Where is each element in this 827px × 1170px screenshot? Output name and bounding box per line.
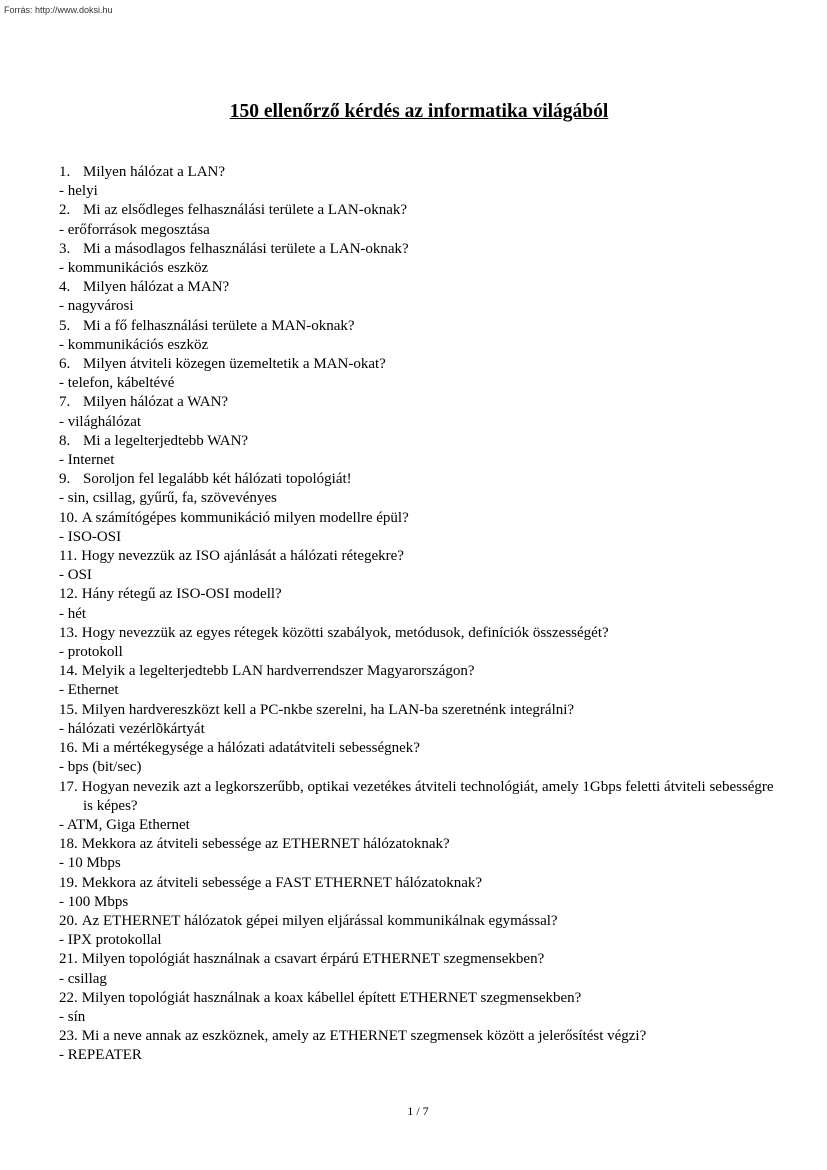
answer-text: - sin, csillag, gyűrű, fa, szövevényes [59, 490, 277, 507]
answer-text: - bps (bit/sec) [59, 759, 142, 776]
question-number: 16. [59, 740, 78, 757]
question-text: Hogy nevezzük az egyes rétegek közötti szabályok, metódusok, definíciók összességét? [81, 624, 609, 641]
question-text: Mi a neve annak az eszköznek, amely az ETHERNET szegmensek között a jelerősítést végzi? [81, 1028, 647, 1045]
question-item [59, 547, 784, 566]
question-item [59, 317, 784, 336]
question-item [59, 278, 784, 297]
question-number: 13. [59, 624, 78, 641]
answer-text: - protokoll [59, 644, 123, 661]
question-item [59, 1027, 784, 1046]
question-item [59, 201, 784, 220]
question-number: 2. [59, 202, 71, 219]
question-number: 20. [59, 912, 78, 929]
question-number: 19. [59, 874, 78, 891]
page-title: 150 ellenőrző kérdés az informatika világából [229, 101, 609, 122]
question-item [59, 989, 784, 1008]
question-number: 6. [59, 356, 71, 373]
page-number: 1 / 7 [407, 1104, 429, 1118]
question-number: 4. [59, 279, 71, 296]
answer-text: - világhálózat [59, 413, 142, 430]
question-item [59, 912, 784, 931]
question-number: 18. [59, 836, 78, 853]
question-item [59, 739, 784, 758]
question-item [59, 470, 784, 489]
question-text: A számítógépes kommunikáció milyen modellre épül? [81, 509, 409, 526]
answer-text: - Internet [59, 452, 115, 469]
question-text: Milyen hálózat a MAN? [83, 279, 230, 296]
question-item [59, 393, 784, 412]
question-item [59, 778, 784, 816]
answer-text: - csillag [59, 970, 107, 987]
question-item [59, 355, 784, 374]
answer-text: - OSI [59, 567, 92, 584]
question-text: Soroljon fel legalább két hálózati topológiát! [83, 471, 352, 488]
question-number: 8. [59, 432, 71, 449]
question-text: Mi a másodlagos felhasználási területe a LAN-oknak? [83, 240, 409, 257]
question-text: Az ETHERNET hálózatok gépei milyen eljárással kommunikálnak egymással? [81, 912, 558, 929]
source-header: Forrás: http://www.doksi.hu [4, 5, 113, 15]
question-text: Milyen hálózat a WAN? [83, 394, 229, 411]
question-item [59, 432, 784, 451]
question-item [59, 662, 784, 681]
answer-text: - 100 Mbps [59, 893, 129, 910]
question-number: 21. [59, 951, 78, 968]
question-text: Milyen átviteli közegen üzemeltetik a MAN-okat? [83, 356, 386, 373]
question-text: Mi a legelterjedtebb WAN? [83, 432, 249, 449]
question-text: Mekkora az átviteli sebessége az ETHERNET hálózatoknak? [81, 836, 450, 853]
question-number: 17. [59, 778, 78, 795]
answer-text: - sín [59, 1008, 86, 1025]
question-text: Hogy nevezzük az ISO ajánlását a hálózati rétegekre? [81, 548, 404, 565]
question-number: 3. [59, 240, 71, 257]
question-item [59, 509, 784, 528]
question-item [59, 163, 784, 182]
answer-text: - ISO-OSI [59, 528, 122, 545]
question-number: 23. [59, 1028, 78, 1045]
question-text: Milyen topológiát használnak a csavart érpárú ETHERNET szegmensekben? [81, 951, 545, 968]
question-text: Hogyan nevezik azt a legkorszerűbb, optikai vezetékes átviteli technológiát, amely 1Gbps feletti átviteli sebességre is képes? [81, 778, 774, 814]
answer-text: - REPEATER [59, 1047, 142, 1064]
answer-text: - kommunikációs eszköz [59, 260, 209, 277]
question-number: 11. [59, 548, 78, 565]
question-number: 14. [59, 663, 78, 680]
answer-text: - 10 Mbps [59, 855, 121, 872]
question-text: Milyen topológiát használnak a koax kábellel épített ETHERNET szegmensekben? [81, 989, 582, 1006]
question-item [59, 585, 784, 604]
question-number: 15. [59, 701, 78, 718]
answer-text: - erőforrások megosztása [59, 221, 210, 238]
question-text: Milyen hálózat a LAN? [83, 164, 226, 180]
question-text: Hány rétegű az ISO-OSI modell? [81, 586, 282, 603]
question-item [59, 701, 784, 720]
question-number: 1. [59, 164, 71, 180]
answer-text: - helyi [59, 183, 98, 200]
question-list [59, 163, 784, 1066]
answer-text: - Ethernet [59, 682, 119, 699]
question-text: Melyik a legelterjedtebb LAN hardverrendszer Magyarországon? [81, 663, 475, 680]
question-text: Mi a fő felhasználási területe a MAN-oknak? [83, 317, 355, 334]
question-item [59, 874, 784, 893]
answer-text: - IPX protokollal [59, 932, 162, 949]
answer-text: - kommunikációs eszköz [59, 336, 209, 353]
question-item [59, 624, 784, 643]
question-item [59, 240, 784, 259]
question-item [59, 950, 784, 969]
answer-text: - hálózati vezérlõkártyát [59, 720, 205, 737]
question-item [59, 835, 784, 854]
question-number: 10. [59, 509, 78, 526]
question-number: 22. [59, 989, 78, 1006]
question-text: Mekkora az átviteli sebessége a FAST ETHERNET hálózatoknak? [81, 874, 483, 891]
question-text: Mi az elsődleges felhasználási területe a LAN-oknak? [83, 202, 408, 219]
answer-text: - nagyvárosi [59, 298, 134, 315]
question-number: 9. [59, 471, 71, 488]
question-number: 12. [59, 586, 78, 603]
answer-text: - hét [59, 605, 87, 622]
question-text: Mi a mértékegysége a hálózati adatátviteli sebességnek? [81, 740, 420, 757]
question-text: Milyen hardvereszközt kell a PC-nkbe szerelni, ha LAN-ba szeretnénk integrálni? [81, 701, 575, 718]
question-number: 7. [59, 394, 71, 411]
answer-text: - telefon, kábeltévé [59, 375, 175, 392]
answer-text: - ATM, Giga Ethernet [59, 816, 190, 833]
question-number: 5. [59, 317, 71, 334]
